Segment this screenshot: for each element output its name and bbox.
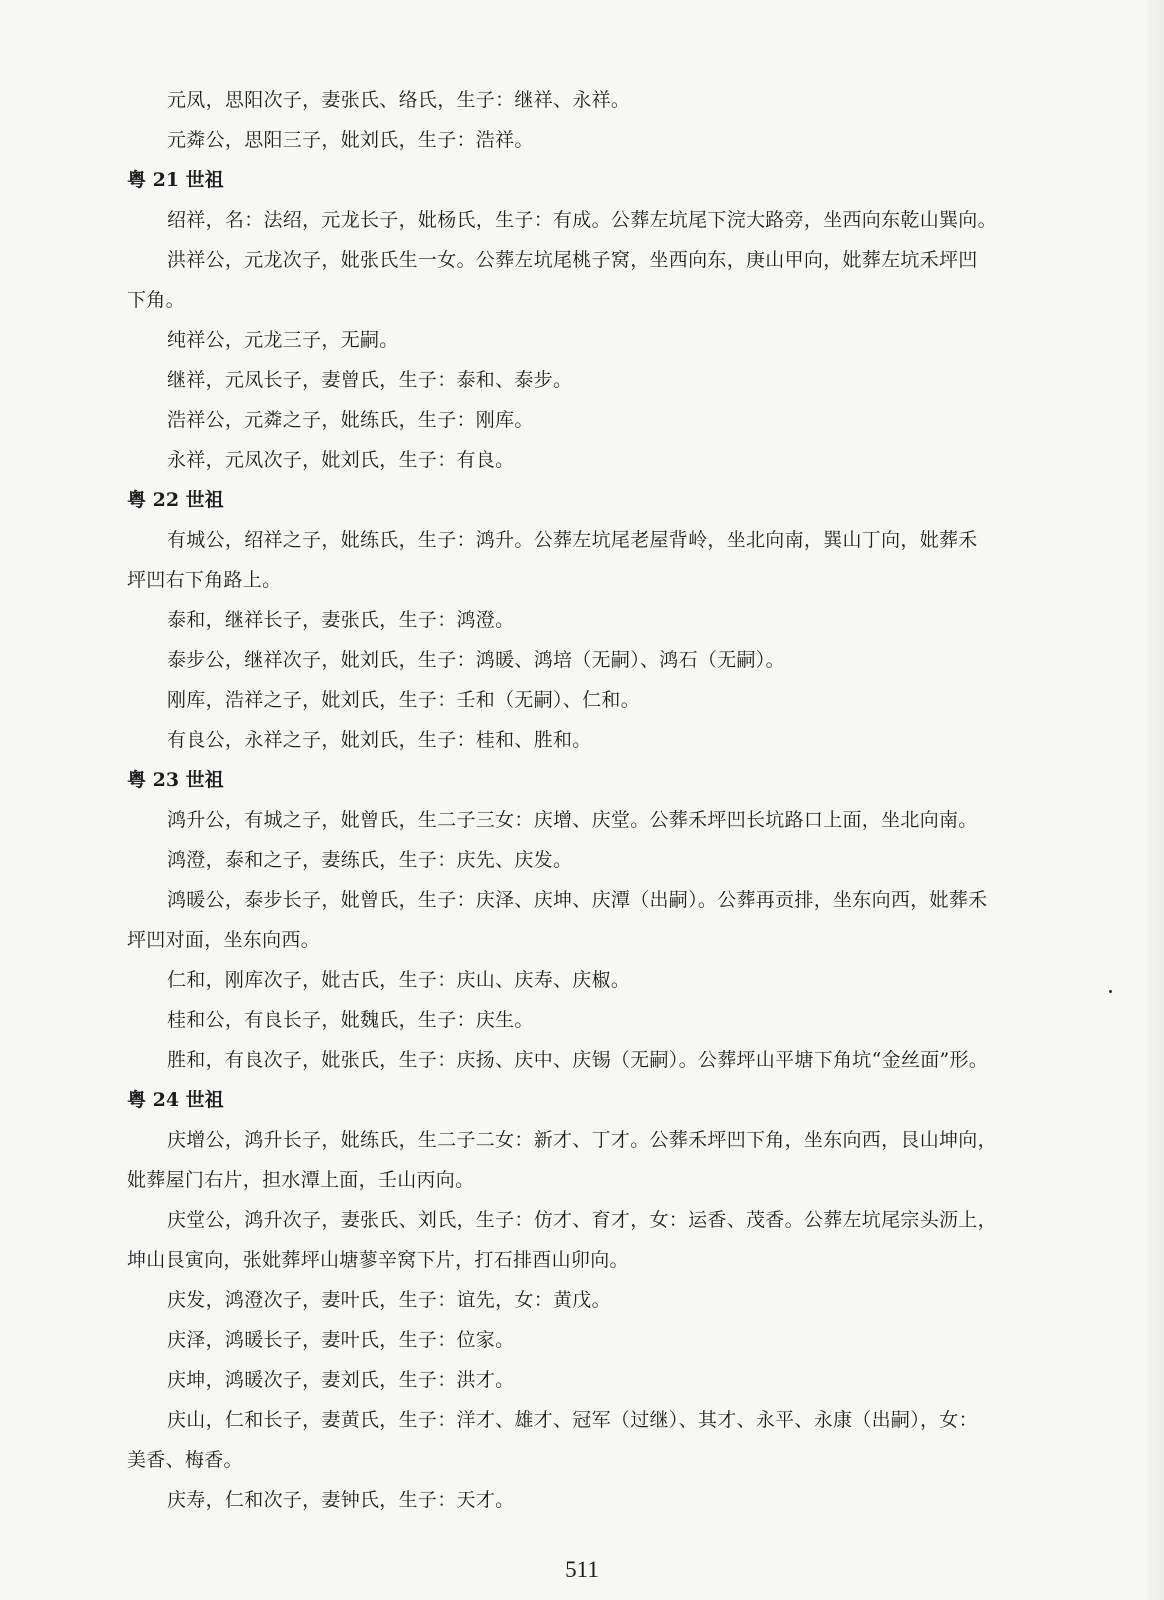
entry-line: 浩祥公，元粦之子，妣练氏，生子：刚库。 <box>167 409 534 431</box>
entry-line: 绍祥，名：法绍，元龙长子，妣杨氏，生子：有成。公葬左坑尾下浣大路旁，坐西向东乾山巽向。 <box>167 209 997 231</box>
entry-line: 元粦公，思阳三子，妣刘氏，生子：浩祥。 <box>167 129 534 151</box>
entry-line: 泰步公，继祥次子，妣刘氏，生子：鸿暖、鸿培（无嗣）、鸿石（无嗣）。 <box>167 649 785 671</box>
entry-line: 庆坤，鸿暖次子，妻刘氏，生子：洪才。 <box>167 1369 515 1391</box>
entry-line: 纯祥公，元龙三子，无嗣。 <box>167 329 399 351</box>
page-number: 511 <box>565 1557 599 1582</box>
entry-line: 胜和，有良次子，妣张氏，生子：庆扬、庆中、庆锡（无嗣）。公葬坪山平塘下角坑“金丝面”形。 <box>167 1049 989 1071</box>
continuation-line: 坪凹对面，坐东向西。 <box>127 929 321 951</box>
generation-heading: 粤 21 世祖 <box>127 169 224 191</box>
entry-line: 鸿升公，有城之子，妣曾氏，生二子三女：庆增、庆堂。公葬禾坪凹长坑路口上面，坐北向南。 <box>167 809 978 831</box>
entry-line: 元凤，思阳次子，妻张氏、络氏，生子：继祥、永祥。 <box>167 89 631 111</box>
continuation-line: 坤山艮寅向，张妣葬坪山塘蓼辛窝下片，打石排酉山卯向。 <box>127 1249 629 1271</box>
entry-line: 庆寿，仁和次子，妻钟氏，生子：天才。 <box>167 1489 515 1511</box>
entry-line: 继祥，元凤长子，妻曾氏，生子：泰和、泰步。 <box>167 369 573 391</box>
entry-line: 庆堂公，鸿升次子，妻张氏、刘氏，生子：仿才、育才，女：运香、茂香。公葬左坑尾宗头沥上， <box>167 1209 997 1231</box>
generation-heading: 粤 24 世祖 <box>127 1089 224 1111</box>
generation-heading: 粤 23 世祖 <box>127 769 224 791</box>
continuation-line: 美香、梅香。 <box>127 1449 243 1471</box>
entry-line: 永祥，元凤次子，妣刘氏，生子：有良。 <box>167 449 515 471</box>
entry-line: 有城公，绍祥之子，妣练氏，生子：鸿升。公葬左坑尾老屋背岭，坐北向南，巽山丁向，妣葬禾 <box>167 529 978 551</box>
entry-line: 仁和，刚库次子，妣古氏，生子：庆山、庆寿、庆椒。 <box>167 969 631 991</box>
generation-heading: 粤 22 世祖 <box>127 489 224 511</box>
entry-line: 桂和公，有良长子，妣魏氏，生子：庆生。 <box>167 1009 534 1031</box>
genealogy-text <box>127 80 1062 1520</box>
continuation-line: 坪凹右下角路上。 <box>127 569 282 591</box>
scan-speck <box>1109 990 1112 993</box>
entry-line: 庆泽，鸿暖长子，妻叶氏，生子：位家。 <box>167 1329 515 1351</box>
entry-line: 泰和，继祥长子，妻张氏，生子：鸿澄。 <box>167 609 515 631</box>
entry-line: 鸿暖公，泰步长子，妣曾氏，生子：庆泽、庆坤、庆潭（出嗣）。公葬再贡排，坐东向西，妣葬禾 <box>167 889 988 911</box>
entry-line: 庆发，鸿澄次子，妻叶氏，生子：谊先，女：黄戊。 <box>167 1289 611 1311</box>
entry-line: 庆山，仁和长子，妻黄氏，生子：洋才、雄才、冠军（过继）、其才、永平、永康（出嗣），女： <box>167 1409 978 1431</box>
entry-line: 有良公，永祥之子，妣刘氏，生子：桂和、胜和。 <box>167 729 592 751</box>
page-edge-shadow <box>1142 0 1164 1600</box>
entry-line: 庆增公，鸿升长子，妣练氏，生二子二女：新才、丁才。公葬禾坪凹下角，坐东向西，艮山坤向， <box>167 1129 997 1151</box>
continuation-line: 妣葬屋门右片，担水潭上面，壬山丙向。 <box>127 1169 475 1191</box>
entry-line: 鸿澄，泰和之子，妻练氏，生子：庆先、庆发。 <box>167 849 573 871</box>
entry-line: 刚库，浩祥之子，妣刘氏，生子：壬和（无嗣）、仁和。 <box>167 689 641 711</box>
continuation-line: 下角。 <box>127 289 185 311</box>
entry-line: 洪祥公，元龙次子，妣张氏生一女。公葬左坑尾桃子窝，坐西向东，庚山甲向，妣葬左坑禾坪凹 <box>167 249 978 271</box>
